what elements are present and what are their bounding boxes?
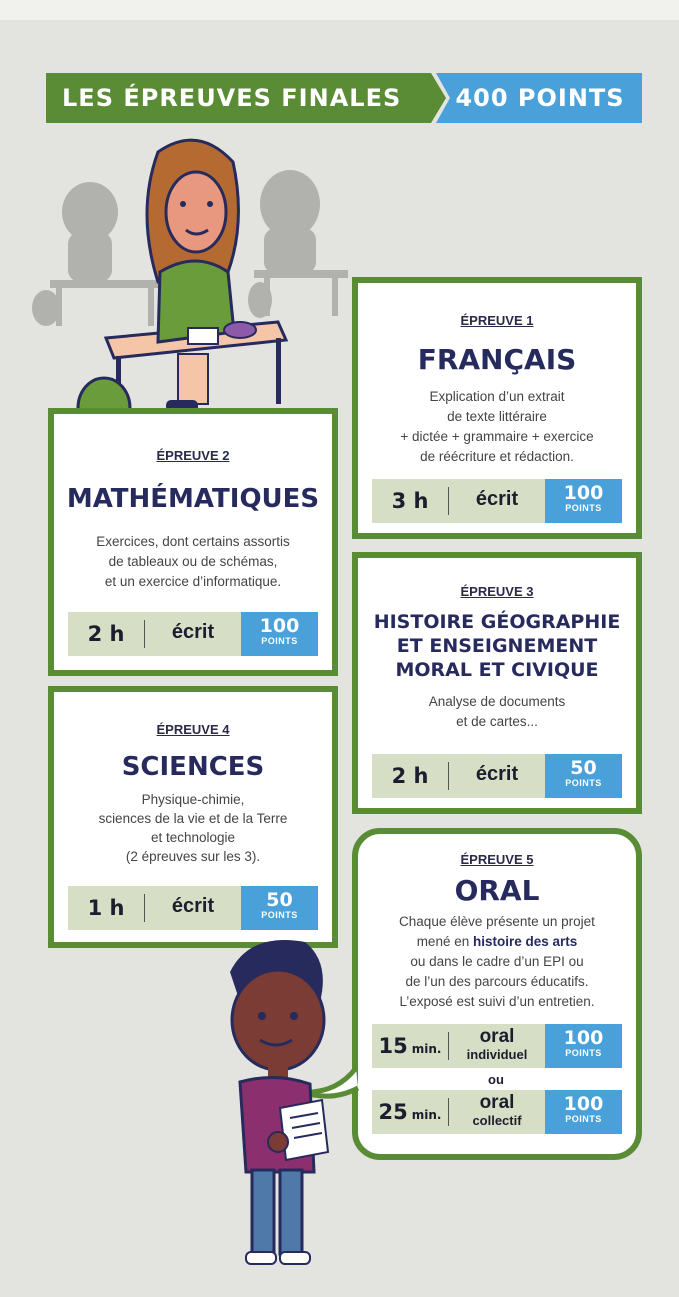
points-badge [241, 612, 318, 656]
duration [372, 1024, 448, 1068]
card-title: ORAL [454, 874, 540, 907]
desc-line: de l’un des parcours éducatifs. [405, 974, 589, 989]
card-description [358, 387, 636, 467]
points-badge [241, 886, 318, 930]
points-value: 100 [259, 615, 300, 637]
banner-points: 400 POINTS [455, 84, 625, 112]
desc-line: de texte littéraire [447, 409, 547, 424]
info-bar-option-1 [372, 1024, 622, 1068]
exam-type [449, 1027, 545, 1063]
points-value: 100 [563, 1093, 604, 1115]
student-girl-illustration [28, 132, 348, 442]
points-value: 100 [563, 482, 604, 504]
card-epreuve-3 [352, 552, 642, 814]
points-unit: POINTS [565, 1048, 602, 1058]
desc-line: Explication d’un extrait [429, 389, 565, 404]
points-unit: POINTS [261, 910, 298, 920]
desc-line: et technologie [150, 830, 236, 845]
desc-line: Exercices, dont certains assortis [96, 534, 290, 549]
desc-line: Analyse de documents [428, 694, 566, 709]
card-label: ÉPREUVE 3 [460, 584, 534, 599]
card-label: ÉPREUVE 5 [460, 852, 534, 867]
card-title: MATHÉMATIQUES [66, 484, 320, 514]
points-unit: POINTS [565, 1114, 602, 1124]
desc-line: Chaque élève présente un projet [399, 914, 595, 929]
card-title [358, 610, 636, 682]
exam-type-main: oral [479, 1092, 515, 1113]
card-label: ÉPREUVE 1 [460, 313, 534, 328]
banner-title: LES ÉPREUVES FINALES [62, 84, 402, 112]
points-badge [545, 1090, 622, 1134]
card-title: SCIENCES [121, 752, 265, 782]
card-title: FRANÇAIS [417, 343, 577, 376]
duration: 1 h [87, 896, 125, 920]
duration-value: 25 [378, 1100, 408, 1124]
desc-line: de tableaux ou de schémas, [108, 554, 278, 569]
exam-type: écrit [475, 763, 519, 785]
exam-type-sub: collectif [472, 1113, 522, 1128]
duration [372, 1090, 448, 1134]
points-badge [545, 479, 622, 523]
card-epreuve-2 [48, 408, 338, 676]
desc-highlight: histoire des arts [473, 934, 578, 949]
points-unit: POINTS [565, 778, 602, 788]
points-unit: POINTS [565, 503, 602, 513]
card-epreuve-5 [352, 828, 642, 1160]
desc-line: sciences de la vie et de la Terre [98, 811, 288, 826]
exam-type: écrit [171, 895, 215, 917]
info-bar [68, 612, 318, 656]
card-label: ÉPREUVE 4 [156, 722, 230, 737]
exam-type [449, 1093, 545, 1129]
points-value: 100 [563, 1027, 604, 1049]
header-banner [46, 73, 642, 123]
card-description [358, 692, 636, 732]
points-unit: POINTS [261, 636, 298, 646]
title-line: ET ENSEIGNEMENT [396, 635, 598, 657]
card-epreuve-1 [352, 277, 642, 539]
duration-value: 15 [378, 1034, 408, 1058]
exam-type: écrit [171, 621, 215, 643]
desc-line: et un exercice d’informatique. [104, 574, 282, 589]
desc-line: L’exposé est suivi d’un entretien. [399, 994, 595, 1009]
title-line: MORAL ET CIVIQUE [395, 659, 599, 681]
desc-line [358, 932, 636, 952]
desc-line: ou dans le cadre d’un EPI ou [410, 954, 584, 969]
desc-line: + dictée + grammaire + exercice [400, 429, 594, 444]
student-boy-illustration [210, 932, 360, 1272]
card-description [54, 532, 332, 592]
duration: 2 h [87, 622, 125, 646]
points-badge [545, 754, 622, 798]
or-separator: ou [488, 1072, 504, 1087]
top-strip [0, 0, 679, 20]
desc-line: et de cartes... [456, 714, 538, 729]
duration-unit: min. [411, 1042, 442, 1056]
desc-line: (2 épreuves sur les 3). [125, 849, 261, 864]
girl-icon [147, 140, 256, 412]
desc-line: Physique-chimie, [141, 792, 245, 807]
exam-type-sub: individuel [466, 1047, 528, 1062]
points-value: 50 [266, 889, 293, 911]
desc-text: mené en [416, 934, 470, 949]
boy-icon [230, 940, 328, 1264]
exam-type: écrit [475, 488, 519, 510]
card-description [358, 912, 636, 1012]
info-bar [372, 754, 622, 798]
info-bar-option-2 [372, 1090, 622, 1134]
points-value: 50 [570, 757, 597, 779]
duration: 2 h [391, 764, 429, 788]
desc-line: de réécriture et rédaction. [420, 449, 574, 464]
card-epreuve-4 [48, 686, 338, 948]
points-badge [545, 1024, 622, 1068]
title-line: HISTOIRE GÉOGRAPHIE [373, 611, 621, 633]
duration-unit: min. [411, 1108, 442, 1122]
info-bar [68, 886, 318, 930]
info-bar [372, 479, 622, 523]
exam-type-main: oral [479, 1026, 515, 1047]
card-description [54, 790, 332, 866]
duration: 3 h [391, 489, 429, 513]
card-label: ÉPREUVE 2 [156, 448, 230, 463]
